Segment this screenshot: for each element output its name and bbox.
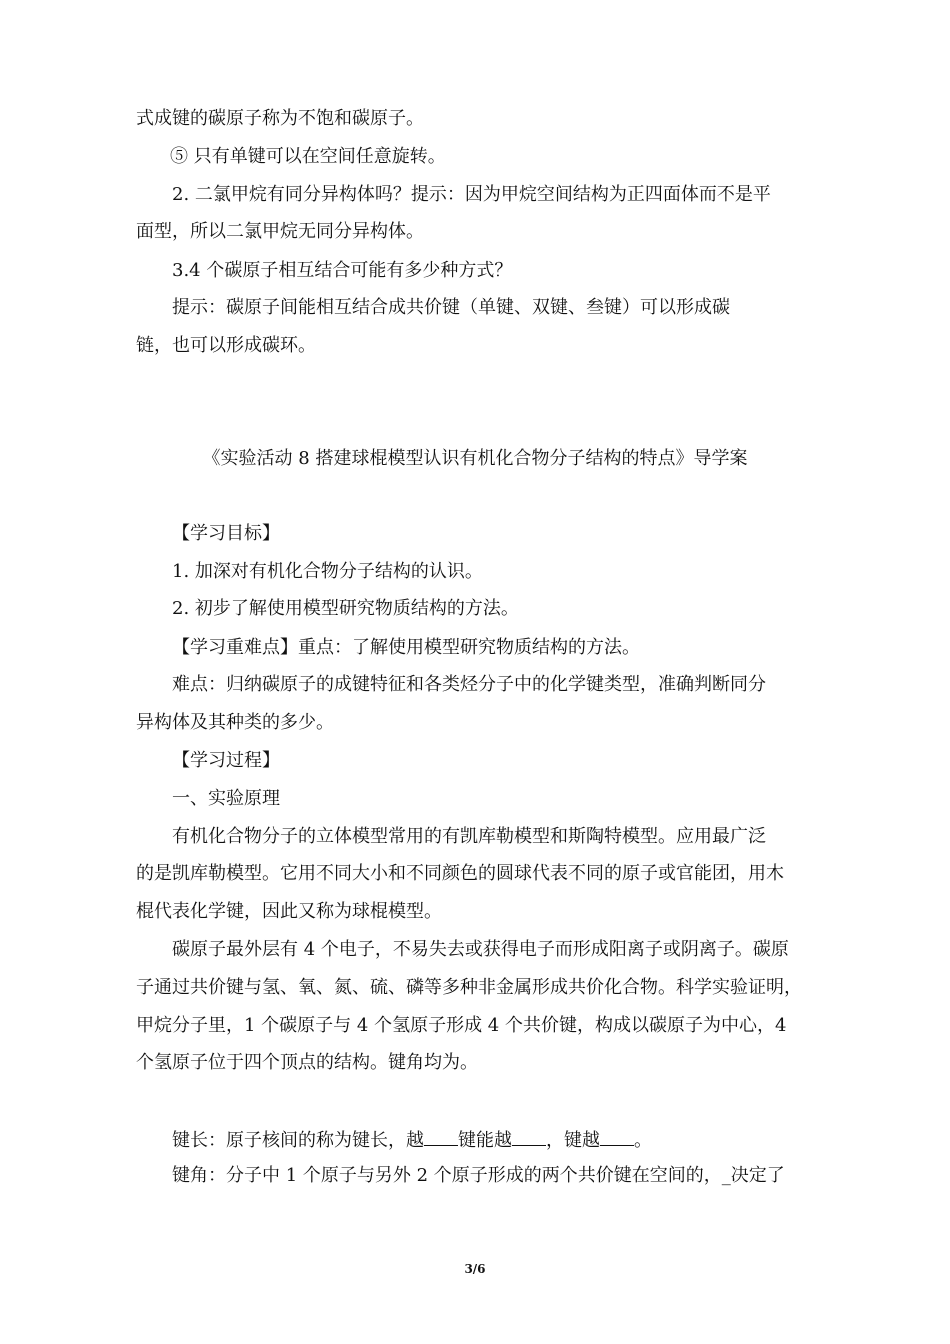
text-line: ⑤ 只有单键可以在空间任意旋转。: [170, 146, 446, 167]
page-number: 3/6: [464, 1262, 486, 1276]
paragraph-line: 个氢原子位于四个顶点的结构。键角均为。: [136, 1052, 478, 1073]
paragraph-line: 甲烷分子里，1 个碳原子与 4 个氢原子形成 4 个共价键，构成以碳原子为中心，4: [136, 1015, 787, 1036]
paragraph-line: 子通过共价键与氢、氧、氮、硫、磷等多种非金属形成共价化合物。科学实验证明，: [136, 977, 802, 998]
paragraph-line: 棍代表化学键，因此又称为球棍模型。: [136, 901, 442, 922]
section-title: 一、实验原理: [172, 788, 280, 809]
document-title: 《实验活动 8 搭建球棍模型认识有机化合物分子结构的特点》导学案: [202, 448, 748, 469]
text-line: 式成键的碳原子称为不饱和碳原子。: [136, 108, 424, 129]
list-item: 2. 初步了解使用模型研究物质结构的方法。: [172, 598, 519, 619]
text-line: 难点：归纳碳原子的成键特征和各类烃分子中的化学键类型，准确判断同分: [172, 674, 766, 695]
fill-blank: [600, 1127, 634, 1146]
text-line: 异构体及其种类的多少。: [136, 712, 334, 733]
section-header: 【学习目标】: [172, 523, 280, 544]
text-segment: 。: [634, 1130, 652, 1151]
text-line: 链，也可以形成碳环。: [136, 335, 316, 356]
text-segment: ，键越: [546, 1130, 600, 1151]
paragraph-line: 的是凯库勒模型。它用不同大小和不同颜色的圆球代表不同的原子或官能团，用木: [136, 863, 784, 884]
paragraph-line: 有机化合物分子的立体模型常用的有凯库勒模型和斯陶特模型。应用最广泛: [172, 826, 766, 847]
text-line: 提示：碳原子间能相互结合成共价键（单键、双键、叁键）可以形成碳: [172, 297, 730, 318]
bond-length-line: [172, 1127, 652, 1153]
text-segment: 键能越: [458, 1130, 512, 1151]
text-line: 2. 二氯甲烷有同分异构体吗？提示：因为甲烷空间结构为正四面体而不是平: [172, 184, 771, 205]
text-line: 【学习重难点】重点：了解使用模型研究物质结构的方法。: [172, 637, 640, 658]
text-line: 面型，所以二氯甲烷无同分异构体。: [136, 221, 424, 242]
paragraph-line: 碳原子最外层有 4 个电子，不易失去或获得电子而形成阳离子或阴离子。碳原: [172, 939, 789, 960]
section-header: 【学习过程】: [172, 750, 280, 771]
paragraph-line: 键角：分子中 1 个原子与另外 2 个原子形成的两个共价键在空间的，_决定了: [172, 1165, 785, 1186]
fill-blank: [424, 1127, 458, 1146]
text-line: 3.4 个碳原子相互结合可能有多少种方式？: [172, 260, 513, 281]
fill-blank: [512, 1127, 546, 1146]
list-item: 1. 加深对有机化合物分子结构的认识。: [172, 561, 483, 582]
text-segment: 键长：原子核间的称为键长，越: [172, 1130, 424, 1151]
